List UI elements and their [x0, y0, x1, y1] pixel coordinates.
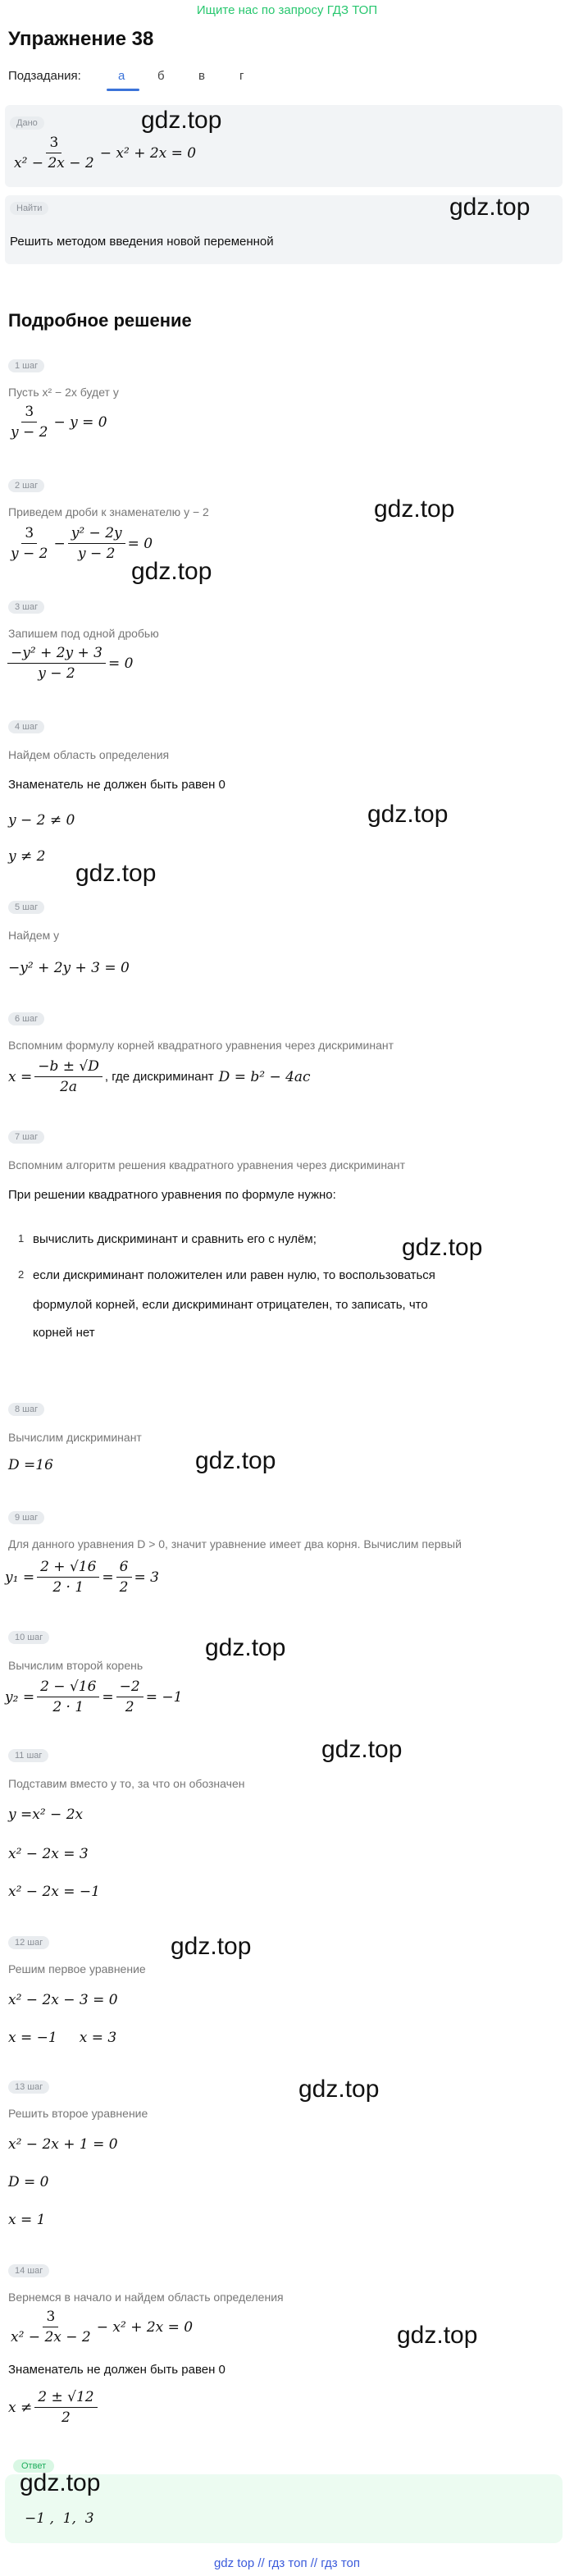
- step-12-line-1: x² − 2x − 3 = 0: [8, 1992, 118, 2008]
- step-4-tag: 4 шаг: [8, 720, 44, 733]
- step-10-equation: y₂ = $\frac{2 - √16}{2 \cdot 1}$ = $\frac{-2}{2}$ = −1: [5, 1679, 183, 1715]
- step-11-line-2: x² − 2x = 3: [8, 1846, 89, 1862]
- tab-b[interactable]: б: [157, 69, 165, 83]
- step-3-equation: $\frac{\text{−y² + 2y + 3}}{y - 2}$ = 0: [5, 645, 133, 682]
- answer-tag: Ответ: [13, 2460, 54, 2473]
- step-1-hint: Пусть x² − 2x будет y: [8, 386, 119, 399]
- step-12-hint: Решим первое уравнение: [8, 1962, 146, 1975]
- step-1-equation: $\frac{3}{y - 2}$ − y = 0: [11, 404, 107, 441]
- tab-g[interactable]: г: [239, 69, 244, 83]
- step-2-tag: 2 шаг: [8, 479, 44, 492]
- footer-links[interactable]: gdz top // гдз топ // гдз топ: [213, 2556, 361, 2570]
- tab-a[interactable]: а: [118, 69, 125, 83]
- watermark: gdz.top: [374, 496, 455, 523]
- step-6-formula: x = $\frac{-b \pm √D}{2a}$ , где дискриминант D = b² − 4ac: [8, 1058, 311, 1095]
- step-6-hint: Вспомним формулу корней квадратного уравнения через дискриминант: [8, 1039, 394, 1052]
- watermark: gdz.top: [298, 2076, 380, 2103]
- step-9-tag: 9 шаг: [8, 1511, 44, 1524]
- step-13-tag: 13 шаг: [8, 2080, 49, 2094]
- step-8-line-1: D =16: [8, 1457, 53, 1473]
- list-item-2: если дискриминант положителен или равен нулю, то воспользоваться: [33, 1268, 435, 1282]
- step-8-tag: 8 шаг: [8, 1403, 44, 1416]
- watermark: gdz.top: [75, 860, 157, 887]
- step-4-text: Знаменатель не должен быть равен 0: [8, 778, 226, 792]
- step-13-line-3: x = 1: [8, 2212, 46, 2228]
- step-4-line-1: y − 2 ≠ 0: [8, 812, 75, 829]
- step-9-equation: y₁ = $\frac{2 + √16}{2 \cdot 1}$ = $\frac{6}{2}$ = 3: [5, 1559, 159, 1596]
- list-item-2-line-2: формулой корней, если дискриминант отрицателен, то записать, что: [33, 1298, 428, 1312]
- answer-value: −1 , 1, 3: [25, 2510, 94, 2527]
- list-item-2-line-3: корней нет: [33, 1326, 95, 1340]
- step-10-tag: 10 шаг: [8, 1631, 49, 1644]
- step-5-hint: Найдем y: [8, 929, 60, 942]
- watermark: gdz.top: [195, 1447, 276, 1474]
- search-banner[interactable]: Ищите нас по запросу ГДЗ ТОП: [196, 3, 378, 17]
- watermark: gdz.top: [402, 1234, 483, 1261]
- list-item-1: вычислить дискриминант и сравнить его с нулём;: [33, 1232, 317, 1246]
- watermark: gdz.top: [321, 1736, 403, 1763]
- solution-title: Подробное решение: [8, 310, 192, 331]
- step-14-text: Знаменатель не должен быть равен 0: [8, 2363, 226, 2377]
- step-3-tag: 3 шаг: [8, 601, 44, 614]
- step-14-hint: Вернемся в начало и найдем область определения: [8, 2291, 284, 2304]
- step-7-hint: Вспомним алгоритм решения квадратного уравнения через дискриминант: [8, 1158, 405, 1172]
- step-3-hint: Запишем под одной дробью: [8, 627, 159, 640]
- watermark: gdz.top: [367, 801, 449, 828]
- step-5-tag: 5 шаг: [8, 901, 44, 914]
- step-11-tag: 11 шаг: [8, 1749, 48, 1762]
- given-equation: $\frac{3}{\text{x² − 2x − 2}}$ − x² + 2x = 0: [14, 135, 197, 171]
- step-8-hint: Вычислим дискриминант: [8, 1431, 142, 1444]
- step-9-hint: Для данного уравнения D > 0, значит уравнение имеет два корня. Вычислим первый: [8, 1537, 462, 1551]
- find-tag: Найти: [10, 202, 48, 215]
- step-12-line-2: x = −1 x = 3: [8, 2030, 117, 2046]
- watermark: gdz.top: [205, 1634, 286, 1661]
- step-11-hint: Подставим вместо y то, за что он обозначен: [8, 1777, 245, 1790]
- list-number-1: 1: [18, 1232, 25, 1245]
- step-1-tag: 1 шаг: [8, 359, 44, 372]
- step-4-line-2: y ≠ 2: [8, 848, 46, 865]
- step-11-line-1: y =x² − 2x: [8, 1806, 84, 1823]
- watermark: gdz.top: [141, 107, 222, 134]
- list-number-2: 2: [18, 1268, 25, 1281]
- step-14-equation: $\frac{3}{\text{x² − 2x − 2}}$ − x² + 2x = 0: [11, 2309, 194, 2345]
- given-tag: Дано: [10, 116, 44, 130]
- watermark: gdz.top: [397, 2322, 478, 2349]
- step-7-tag: 7 шаг: [8, 1130, 44, 1144]
- watermark: gdz.top: [131, 558, 212, 585]
- step-7-text: При решении квадратного уравнения по формуле нужно:: [8, 1188, 336, 1202]
- step-6-tag: 6 шаг: [8, 1012, 44, 1025]
- step-11-line-3: x² − 2x = −1: [8, 1884, 100, 1900]
- step-2-hint: Приведем дроби к знаменателю y − 2: [8, 505, 209, 518]
- watermark: gdz.top: [171, 1933, 252, 1960]
- step-14-inequality: x ≠ $\frac{2 \pm √12}{2}$: [8, 2389, 100, 2426]
- find-text: Решить методом введения новой переменной: [10, 235, 274, 249]
- step-13-line-1: x² − 2x + 1 = 0: [8, 2136, 118, 2153]
- step-2-equation: $\frac{3}{y - 2}$ − $\frac{\text{y² − 2y}}{y - 2}$ = 0: [11, 525, 153, 562]
- step-13-hint: Решить второе уравнение: [8, 2107, 148, 2120]
- step-14-tag: 14 шаг: [8, 2264, 49, 2277]
- step-12-tag: 12 шаг: [8, 1936, 49, 1949]
- step-5-line-1: −y² + 2y + 3 = 0: [8, 960, 130, 976]
- step-4-hint: Найдем область определения: [8, 748, 170, 761]
- tab-v[interactable]: в: [198, 69, 205, 83]
- active-tab-indicator: [107, 89, 139, 91]
- step-13-line-2: D = 0: [8, 2174, 49, 2190]
- page-title: Упражнение 38: [8, 28, 154, 50]
- watermark: gdz.top: [20, 2469, 101, 2496]
- watermark: gdz.top: [449, 194, 531, 221]
- step-10-hint: Вычислим второй корень: [8, 1659, 144, 1672]
- subtasks-label: Подзадания:: [8, 69, 81, 83]
